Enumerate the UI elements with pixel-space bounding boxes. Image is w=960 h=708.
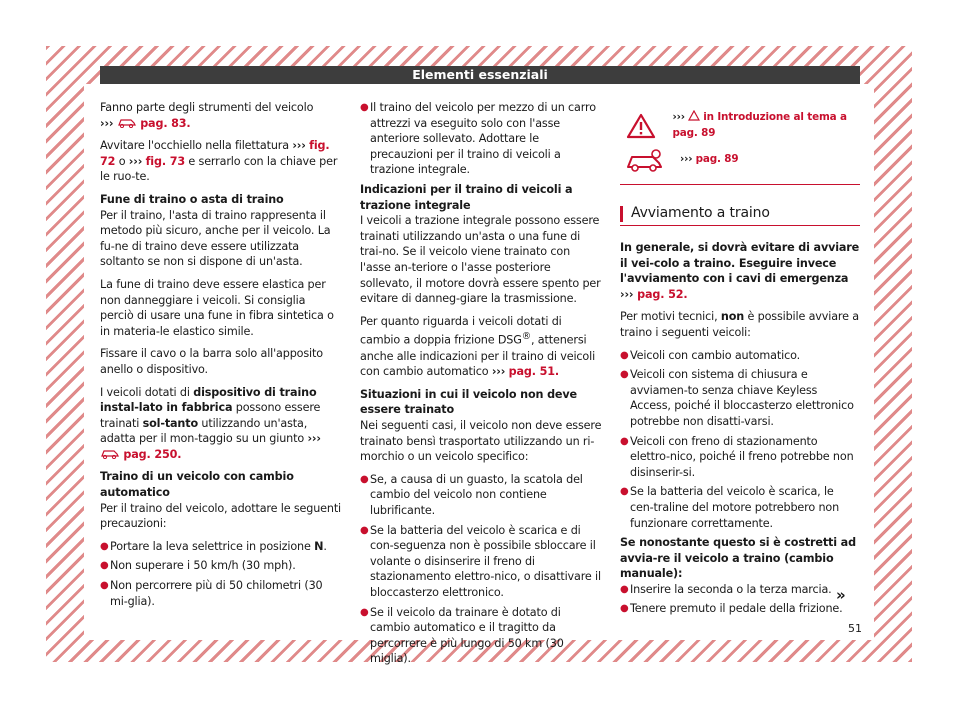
car-tools-icon	[100, 447, 120, 459]
list-item: ● Veicoli con sistema di chiusura e avviamen-to senza chiave Keyless Access, poiché il bloccasterzo elettronico potrebbe non disatti-varsi.	[620, 368, 854, 428]
ref-link[interactable]: pag. 83.	[140, 116, 191, 130]
list-item: ● Se, a causa di un guasto, la scatola del cambio del veicolo non contiene lubrificante.	[360, 472, 583, 517]
info-reference: ››› pag. 89	[620, 142, 738, 178]
subheading: Indicazioni per il traino di veicoli a trazione integrale	[360, 182, 573, 212]
paragraph: La fune di traino deve essere elastica per non danneggiare i veicoli. Si consiglia perciò di usare una fune in fibra sintetica o in materia-le elastico simile.	[100, 277, 334, 338]
section-title: Avviamento a traino	[620, 206, 860, 226]
subheading: Traino di un veicolo con cambio automatico	[100, 470, 294, 500]
list-item: ● Se la batteria del veicolo è scarica e di con-seguenza non è possibile sbloccare il volante o disinserire il freno di stazionamento elettro-nico, o disattivare il bloccasterzo elettronico.	[360, 523, 601, 599]
paragraph: Per quanto riguarda i veicoli dotati di cambio a doppia frizione DSG®, attenersi anche alle indicazioni per il traino di veicoli con cambio automatico ››› pag. 51.	[360, 314, 596, 379]
section-marker	[620, 206, 623, 222]
paragraph: Per il traino del veicolo, adottare le seguenti precauzioni:	[100, 501, 342, 531]
page-number: 51	[848, 622, 862, 635]
bullet-icon: ●	[100, 560, 109, 572]
list-item: ● Non superare i 50 km/h (30 mph).	[100, 559, 296, 573]
continue-mark: »	[836, 586, 846, 604]
bullet-icon: ●	[360, 473, 369, 485]
paragraph: Per motivi tecnici, non è possibile avviare a traino i seguenti veicoli:	[620, 310, 859, 339]
divider	[620, 184, 860, 185]
list-item: ● Inserire la seconda o la terza marcia.	[620, 582, 832, 596]
bullet-icon: ●	[620, 369, 629, 381]
list-item: ● Non percorrere più di 50 chilometri (30 mi-glia).	[100, 579, 323, 608]
subheading: Fune di traino o asta di traino	[100, 192, 284, 206]
list-item: ● Se la batteria del veicolo è scarica, le cen-traline del motore potrebbero non funzionare correttamente.	[620, 485, 840, 530]
bullet-icon: ●	[100, 540, 109, 552]
warning-reference: ››› in Introduzione al tema a pag. 89	[620, 108, 860, 144]
bullet-icon: ●	[620, 486, 629, 498]
ref-link[interactable]: in Introduzione al tema a pag. 89	[672, 111, 847, 139]
right-column	[620, 100, 860, 621]
warning-triangle-icon	[626, 113, 656, 139]
ref-link[interactable]: pag. 51.	[508, 365, 559, 379]
bullet-icon: ●	[620, 349, 629, 361]
list-item: ● Veicoli con freno di stazionamento elettro-nico, poiché il freno potrebbe non disinserir-si.	[620, 434, 854, 479]
list-item: ● Se il veicolo da trainare è dotato di cambio automatico e il tragitto da percorrere è più lungo di 50 km (30 miglia).	[360, 605, 564, 666]
page-header	[100, 66, 860, 84]
warning-small-icon	[688, 110, 700, 121]
header-title: Elementi essenziali	[412, 67, 548, 82]
list-item: ● Portare la leva selettrice in posizione N.	[100, 539, 327, 553]
car-tools-icon	[117, 116, 137, 128]
list-item: ● Veicoli con cambio automatico.	[620, 348, 800, 362]
paragraph: I veicoli dotati di dispositivo di traino instal-lato in fabbrica possono essere trainati sol-tanto utilizzando un'asta, adatta per il mon-taggio su un giunto ››› pag. 250.	[100, 385, 321, 461]
paragraph: Per il traino, l'asta di traino rappresenta il metodo più sicuro, anche per il veicolo. La fu-ne di traino deve essere utilizzata soltanto se non si dispone di un'asta.	[100, 208, 331, 269]
ref-link[interactable]: pag. 250.	[123, 447, 182, 461]
bullet-icon: ●	[620, 603, 629, 615]
bullet-icon: ●	[100, 580, 109, 592]
bullet-icon: ●	[620, 435, 629, 447]
ref-link[interactable]: pag. 52.	[637, 287, 688, 301]
bullet-icon: ●	[360, 606, 369, 618]
reference-box	[620, 100, 860, 192]
subheading: Se nonostante questo si è costretti ad avvia-re il veicolo a traino (cambio manuale):	[620, 536, 856, 581]
fig-link[interactable]: fig. 72	[100, 139, 330, 168]
subheading: Situazioni in cui il veicolo non deve essere trainato	[360, 387, 577, 417]
paragraph: I veicoli a trazione integrale possono essere trainati utilizzando un'asta o una fune di trai-no. Se il veicolo viene trainato con l'asse an-teriore o l'asse posteriore sollevato, il motore dovrà essere spento per evitare di danneg-giare la trasmissione.	[360, 214, 601, 306]
ref-link[interactable]: pag. 89	[695, 153, 739, 166]
intro-paragraph: In generale, si dovrà evitare di avviare il vei-colo a traino. Eseguire invece l'avviamento con i cavi di emergenza ››› pag. 52.	[620, 241, 860, 301]
paragraph: Nei seguenti casi, il veicolo non deve essere trainato bensì trasportato utilizzando un ri-morchio o un veicolo specifico:	[360, 419, 602, 464]
tools-paragraph: Fanno parte degli strumenti del veicolo ››› pag. 83.	[100, 101, 314, 130]
middle-column	[360, 100, 603, 671]
fig-link[interactable]: fig. 73	[145, 154, 185, 168]
list-item: ● Il traino del veicolo per mezzo di un carro attrezzi va eseguito solo con l'asse anteriore sollevato. Adottare le precauzioni per il traino di veicoli a trazione integrale.	[360, 101, 596, 177]
bullet-icon: ●	[360, 102, 369, 113]
list-item: ● Tenere premuto il pedale della frizione.	[620, 602, 843, 616]
bullet-icon: ●	[620, 583, 629, 595]
paragraph: Fissare il cavo o la barra solo all'apposito anello o dispositivo.	[100, 347, 323, 376]
bullet-icon: ●	[360, 524, 369, 536]
left-column	[100, 100, 342, 613]
eyelet-paragraph: Avvitare l'occhiello nella filettatura ››› fig. 72 o ››› fig. 73 e serrarlo con la chiave per le ruo-te.	[100, 139, 338, 184]
car-tools-icon	[625, 147, 665, 173]
